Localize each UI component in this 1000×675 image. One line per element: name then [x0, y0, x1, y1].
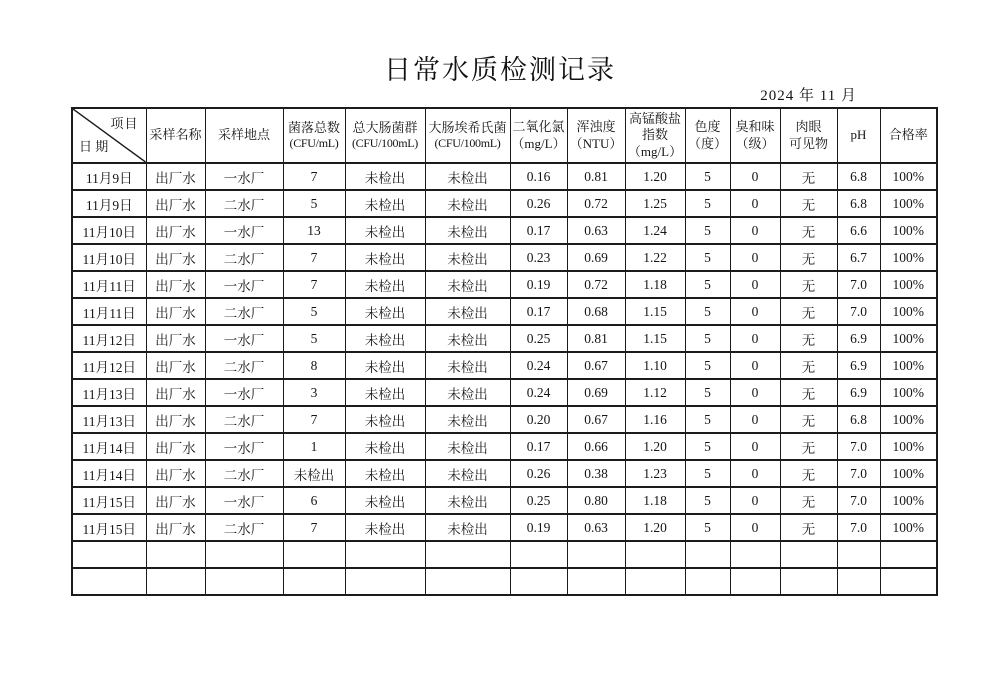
cell-date: 11月15日: [72, 514, 146, 541]
cell-visible-matter: 无: [780, 433, 837, 460]
cell-chroma: [685, 568, 730, 595]
cell-turbidity: 0.67: [567, 406, 625, 433]
cell-permanganate-index: 1.20: [625, 163, 685, 190]
cell-sample-site: 二水厂: [205, 406, 283, 433]
cell-sample-name: 出厂水: [146, 433, 205, 460]
cell-sample-name: 出厂水: [146, 379, 205, 406]
cell-permanganate-index: 1.25: [625, 190, 685, 217]
cell-date: 11月9日: [72, 190, 146, 217]
column-header-total-coliform-line: 总大肠菌群: [352, 119, 418, 135]
cell-ph: 6.8: [837, 406, 880, 433]
cell-e-coli: 未检出: [425, 163, 510, 190]
cell-chlorine-dioxide: [510, 568, 567, 595]
record-row: [72, 433, 937, 460]
cell-sample-site: 二水厂: [205, 460, 283, 487]
cell-e-coli: 未检出: [425, 379, 510, 406]
column-header-colony-count: [283, 108, 345, 163]
cell-colony-count: 7: [283, 244, 345, 271]
cell-pass-rate: 100%: [880, 244, 937, 271]
cell-date: 11月11日: [72, 298, 146, 325]
cell-e-coli: 未检出: [425, 460, 510, 487]
record-row: [72, 487, 937, 514]
cell-total-coliform: 未检出: [345, 379, 425, 406]
cell-odor-taste: 0: [730, 271, 780, 298]
cell-visible-matter: 无: [780, 271, 837, 298]
cell-odor-taste: 0: [730, 514, 780, 541]
record-row: [72, 379, 937, 406]
cell-sample-site: 二水厂: [205, 190, 283, 217]
column-header-sample-name: [146, 108, 205, 163]
cell-chroma: 5: [685, 190, 730, 217]
cell-date: 11月9日: [72, 163, 146, 190]
cell-permanganate-index: 1.18: [625, 487, 685, 514]
cell-odor-taste: [730, 568, 780, 595]
cell-visible-matter: 无: [780, 406, 837, 433]
column-header-e-coli-line: 大肠埃希氏菌: [428, 119, 507, 135]
cell-chroma: 5: [685, 406, 730, 433]
cell-ph: 7.0: [837, 514, 880, 541]
cell-ph: 6.9: [837, 379, 880, 406]
cell-total-coliform: [345, 568, 425, 595]
cell-e-coli: 未检出: [425, 271, 510, 298]
cell-chlorine-dioxide: 0.23: [510, 244, 567, 271]
cell-sample-site: 一水厂: [205, 325, 283, 352]
cell-colony-count: 5: [283, 298, 345, 325]
cell-pass-rate: 100%: [880, 217, 937, 244]
cell-sample-site: 一水厂: [205, 487, 283, 514]
cell-date: 11月12日: [72, 352, 146, 379]
cell-odor-taste: 0: [730, 190, 780, 217]
cell-sample-site: 二水厂: [205, 514, 283, 541]
cell-turbidity: 0.67: [567, 352, 625, 379]
cell-permanganate-index: 1.18: [625, 271, 685, 298]
column-header-total-coliform-line: (CFU/100mL): [351, 136, 419, 151]
cell-date: 11月13日: [72, 379, 146, 406]
column-header-permanganate-index-line: （mg/L）: [627, 143, 683, 159]
cell-chlorine-dioxide: 0.26: [510, 460, 567, 487]
cell-chroma: 5: [685, 271, 730, 298]
cell-odor-taste: 0: [730, 298, 780, 325]
cell-e-coli: [425, 541, 510, 568]
header-row: [72, 108, 937, 163]
record-row: [72, 325, 937, 352]
cell-visible-matter: [780, 541, 837, 568]
record-row: [72, 406, 937, 433]
water-quality-table: [71, 107, 938, 596]
cell-date: [72, 541, 146, 568]
cell-sample-site: 一水厂: [205, 217, 283, 244]
cell-ph: 7.0: [837, 487, 880, 514]
cell-chlorine-dioxide: 0.19: [510, 514, 567, 541]
cell-turbidity: 0.69: [567, 379, 625, 406]
record-row: [72, 271, 937, 298]
cell-chlorine-dioxide: 0.17: [510, 298, 567, 325]
cell-permanganate-index: [625, 568, 685, 595]
cell-total-coliform: 未检出: [345, 433, 425, 460]
cell-e-coli: 未检出: [425, 217, 510, 244]
cell-permanganate-index: 1.15: [625, 298, 685, 325]
cell-sample-name: 出厂水: [146, 190, 205, 217]
cell-sample-site: 二水厂: [205, 244, 283, 271]
cell-turbidity: [567, 568, 625, 595]
cell-chlorine-dioxide: [510, 541, 567, 568]
cell-colony-count: [283, 541, 345, 568]
cell-colony-count: 7: [283, 271, 345, 298]
cell-sample-name: 出厂水: [146, 163, 205, 190]
cell-odor-taste: 0: [730, 379, 780, 406]
cell-pass-rate: 100%: [880, 271, 937, 298]
column-header-ph-line: pH: [850, 127, 867, 143]
cell-e-coli: 未检出: [425, 406, 510, 433]
cell-sample-site: 一水厂: [205, 271, 283, 298]
column-header-turbidity-line: 浑浊度: [576, 119, 616, 135]
empty-row: [72, 541, 937, 568]
cell-date: 11月12日: [72, 325, 146, 352]
cell-colony-count: 5: [283, 190, 345, 217]
cell-visible-matter: 无: [780, 163, 837, 190]
cell-total-coliform: 未检出: [345, 298, 425, 325]
record-row: [72, 163, 937, 190]
cell-pass-rate: 100%: [880, 406, 937, 433]
cell-date: 11月14日: [72, 433, 146, 460]
record-row: [72, 514, 937, 541]
record-row: [72, 244, 937, 271]
column-header-pass-rate-line: 合格率: [888, 127, 928, 143]
column-header-odor-taste: [730, 108, 780, 163]
cell-date: 11月10日: [72, 217, 146, 244]
cell-visible-matter: 无: [780, 190, 837, 217]
cell-odor-taste: 0: [730, 460, 780, 487]
cell-chlorine-dioxide: 0.19: [510, 271, 567, 298]
cell-total-coliform: 未检出: [345, 217, 425, 244]
column-header-sample-site: [205, 108, 283, 163]
cell-turbidity: 0.72: [567, 190, 625, 217]
cell-ph: 6.9: [837, 352, 880, 379]
cell-date: [72, 568, 146, 595]
cell-permanganate-index: 1.22: [625, 244, 685, 271]
cell-e-coli: 未检出: [425, 514, 510, 541]
cell-sample-name: 出厂水: [146, 298, 205, 325]
cell-visible-matter: 无: [780, 460, 837, 487]
cell-turbidity: 0.81: [567, 325, 625, 352]
cell-e-coli: 未检出: [425, 487, 510, 514]
page-title: 日常水质检测记录: [384, 55, 616, 85]
cell-chlorine-dioxide: 0.25: [510, 487, 567, 514]
column-header-odor-taste-line: （级）: [735, 135, 775, 151]
cell-chroma: [685, 541, 730, 568]
cell-ph: 6.6: [837, 217, 880, 244]
column-header-turbidity-line: （NTU）: [569, 135, 623, 151]
cell-ph: 6.9: [837, 325, 880, 352]
cell-total-coliform: 未检出: [345, 163, 425, 190]
cell-visible-matter: 无: [780, 325, 837, 352]
cell-total-coliform: 未检出: [345, 460, 425, 487]
cell-sample-name: 出厂水: [146, 487, 205, 514]
cell-sample-site: 一水厂: [205, 163, 283, 190]
cell-sample-name: 出厂水: [146, 514, 205, 541]
column-header-visible-matter: [780, 108, 837, 163]
cell-permanganate-index: 1.15: [625, 325, 685, 352]
cell-ph: 6.8: [837, 163, 880, 190]
cell-visible-matter: 无: [780, 244, 837, 271]
cell-turbidity: 0.66: [567, 433, 625, 460]
cell-pass-rate: 100%: [880, 433, 937, 460]
cell-chlorine-dioxide: 0.26: [510, 190, 567, 217]
cell-sample-name: [146, 568, 205, 595]
record-row: [72, 190, 937, 217]
cell-chlorine-dioxide: 0.17: [510, 217, 567, 244]
cell-colony-count: 1: [283, 433, 345, 460]
cell-turbidity: 0.81: [567, 163, 625, 190]
cell-chroma: 5: [685, 217, 730, 244]
cell-permanganate-index: 1.20: [625, 433, 685, 460]
cell-chroma: 5: [685, 460, 730, 487]
cell-chlorine-dioxide: 0.20: [510, 406, 567, 433]
cell-e-coli: 未检出: [425, 298, 510, 325]
column-header-sample-name-line: 采样名称: [149, 127, 202, 143]
cell-ph: 7.0: [837, 271, 880, 298]
column-header-colony-count-line: (CFU/mL): [289, 136, 339, 151]
cell-odor-taste: 0: [730, 325, 780, 352]
cell-turbidity: [567, 541, 625, 568]
column-header-sample-site-line: 采样地点: [217, 127, 270, 143]
cell-date: 11月13日: [72, 406, 146, 433]
cell-odor-taste: 0: [730, 433, 780, 460]
cell-sample-name: 出厂水: [146, 460, 205, 487]
cell-sample-site: 二水厂: [205, 298, 283, 325]
cell-sample-name: [146, 541, 205, 568]
cell-sample-name: 出厂水: [146, 271, 205, 298]
column-header-colony-count-line: 菌落总数: [287, 119, 340, 135]
column-header-e-coli-line: (CFU/100mL): [434, 136, 501, 151]
cell-visible-matter: 无: [780, 298, 837, 325]
cell-permanganate-index: 1.23: [625, 460, 685, 487]
cell-chroma: 5: [685, 298, 730, 325]
cell-date: 11月15日: [72, 487, 146, 514]
column-header-chlorine-dioxide-line: 二氧化氯: [512, 119, 565, 135]
cell-visible-matter: 无: [780, 514, 837, 541]
column-header-permanganate-index-line: 高锰酸盐: [628, 111, 681, 127]
cell-chlorine-dioxide: 0.24: [510, 352, 567, 379]
cell-e-coli: 未检出: [425, 244, 510, 271]
cell-turbidity: 0.69: [567, 244, 625, 271]
cell-pass-rate: 100%: [880, 298, 937, 325]
cell-chroma: 5: [685, 244, 730, 271]
cell-colony-count: 未检出: [283, 460, 345, 487]
cell-permanganate-index: 1.20: [625, 514, 685, 541]
cell-chroma: 5: [685, 487, 730, 514]
cell-permanganate-index: 1.16: [625, 406, 685, 433]
cell-odor-taste: 0: [730, 406, 780, 433]
cell-total-coliform: 未检出: [345, 487, 425, 514]
cell-date: 11月14日: [72, 460, 146, 487]
cell-chlorine-dioxide: 0.25: [510, 325, 567, 352]
cell-visible-matter: 无: [780, 487, 837, 514]
column-header-visible-matter-line: 可见物: [788, 135, 828, 151]
cell-permanganate-index: 1.24: [625, 217, 685, 244]
cell-pass-rate: 100%: [880, 352, 937, 379]
cell-turbidity: 0.63: [567, 217, 625, 244]
cell-turbidity: 0.38: [567, 460, 625, 487]
cell-pass-rate: 100%: [880, 325, 937, 352]
cell-pass-rate: 100%: [880, 487, 937, 514]
cell-e-coli: [425, 568, 510, 595]
cell-chroma: 5: [685, 352, 730, 379]
cell-ph: [837, 541, 880, 568]
cell-permanganate-index: [625, 541, 685, 568]
cell-sample-site: [205, 568, 283, 595]
cell-turbidity: 0.80: [567, 487, 625, 514]
record-row: [72, 217, 937, 244]
cell-chroma: 5: [685, 163, 730, 190]
record-row: [72, 298, 937, 325]
column-header-total-coliform: [345, 108, 425, 163]
cell-visible-matter: 无: [780, 217, 837, 244]
report-month: 2024 年 11 月: [760, 88, 857, 104]
cell-chroma: 5: [685, 379, 730, 406]
record-row: [72, 352, 937, 379]
cell-date: 11月10日: [72, 244, 146, 271]
corner-label-date: 日 期: [79, 138, 109, 154]
column-header-chroma-line: （度）: [687, 135, 727, 151]
cell-turbidity: 0.63: [567, 514, 625, 541]
cell-colony-count: [283, 568, 345, 595]
cell-total-coliform: 未检出: [345, 271, 425, 298]
cell-chlorine-dioxide: 0.17: [510, 433, 567, 460]
column-header-chlorine-dioxide-line: （mg/L）: [511, 135, 566, 151]
cell-pass-rate: 100%: [880, 190, 937, 217]
empty-row: [72, 568, 937, 595]
cell-chlorine-dioxide: 0.24: [510, 379, 567, 406]
cell-visible-matter: [780, 568, 837, 595]
cell-e-coli: 未检出: [425, 190, 510, 217]
cell-sample-name: 出厂水: [146, 244, 205, 271]
cell-odor-taste: 0: [730, 163, 780, 190]
cell-odor-taste: 0: [730, 352, 780, 379]
corner-header-date-item: [72, 108, 146, 163]
cell-total-coliform: 未检出: [345, 325, 425, 352]
cell-turbidity: 0.72: [567, 271, 625, 298]
cell-sample-name: 出厂水: [146, 406, 205, 433]
cell-colony-count: 6: [283, 487, 345, 514]
cell-chroma: 5: [685, 433, 730, 460]
cell-colony-count: 7: [283, 163, 345, 190]
cell-chroma: 5: [685, 325, 730, 352]
cell-permanganate-index: 1.12: [625, 379, 685, 406]
cell-colony-count: 7: [283, 514, 345, 541]
cell-ph: 7.0: [837, 460, 880, 487]
cell-total-coliform: 未检出: [345, 190, 425, 217]
cell-colony-count: 8: [283, 352, 345, 379]
cell-pass-rate: [880, 541, 937, 568]
cell-sample-site: [205, 541, 283, 568]
cell-sample-name: 出厂水: [146, 352, 205, 379]
cell-visible-matter: 无: [780, 379, 837, 406]
column-header-chlorine-dioxide: [510, 108, 567, 163]
cell-pass-rate: 100%: [880, 460, 937, 487]
cell-visible-matter: 无: [780, 352, 837, 379]
cell-total-coliform: 未检出: [345, 406, 425, 433]
cell-pass-rate: [880, 568, 937, 595]
column-header-ph: [837, 108, 880, 163]
cell-odor-taste: 0: [730, 487, 780, 514]
cell-ph: 7.0: [837, 298, 880, 325]
column-header-permanganate-index-line: 指数: [641, 127, 668, 143]
cell-ph: 6.7: [837, 244, 880, 271]
cell-total-coliform: 未检出: [345, 352, 425, 379]
cell-chroma: 5: [685, 514, 730, 541]
column-header-e-coli: [425, 108, 510, 163]
cell-odor-taste: [730, 541, 780, 568]
cell-turbidity: 0.68: [567, 298, 625, 325]
column-header-odor-taste-line: 臭和味: [735, 119, 775, 135]
cell-sample-site: 二水厂: [205, 352, 283, 379]
cell-pass-rate: 100%: [880, 163, 937, 190]
corner-label-item: 项目: [110, 116, 139, 131]
cell-odor-taste: 0: [730, 217, 780, 244]
cell-pass-rate: 100%: [880, 379, 937, 406]
cell-total-coliform: [345, 541, 425, 568]
cell-e-coli: 未检出: [425, 325, 510, 352]
cell-sample-site: 一水厂: [205, 379, 283, 406]
column-header-permanganate-index: [625, 108, 685, 163]
cell-total-coliform: 未检出: [345, 514, 425, 541]
cell-sample-site: 一水厂: [205, 433, 283, 460]
cell-sample-name: 出厂水: [146, 217, 205, 244]
cell-ph: 6.8: [837, 190, 880, 217]
cell-ph: 7.0: [837, 433, 880, 460]
record-row: [72, 460, 937, 487]
cell-ph: [837, 568, 880, 595]
cell-pass-rate: 100%: [880, 514, 937, 541]
column-header-chroma: [685, 108, 730, 163]
cell-date: 11月11日: [72, 271, 146, 298]
cell-total-coliform: 未检出: [345, 244, 425, 271]
cell-sample-name: 出厂水: [146, 325, 205, 352]
cell-colony-count: 5: [283, 325, 345, 352]
column-header-pass-rate: [880, 108, 937, 163]
column-header-chroma-line: 色度: [694, 119, 721, 135]
column-header-turbidity: [567, 108, 625, 163]
cell-colony-count: 13: [283, 217, 345, 244]
column-header-visible-matter-line: 肉眼: [795, 119, 822, 135]
cell-permanganate-index: 1.10: [625, 352, 685, 379]
cell-e-coli: 未检出: [425, 352, 510, 379]
cell-chlorine-dioxide: 0.16: [510, 163, 567, 190]
cell-colony-count: 3: [283, 379, 345, 406]
cell-odor-taste: 0: [730, 244, 780, 271]
cell-e-coli: 未检出: [425, 433, 510, 460]
cell-colony-count: 7: [283, 406, 345, 433]
